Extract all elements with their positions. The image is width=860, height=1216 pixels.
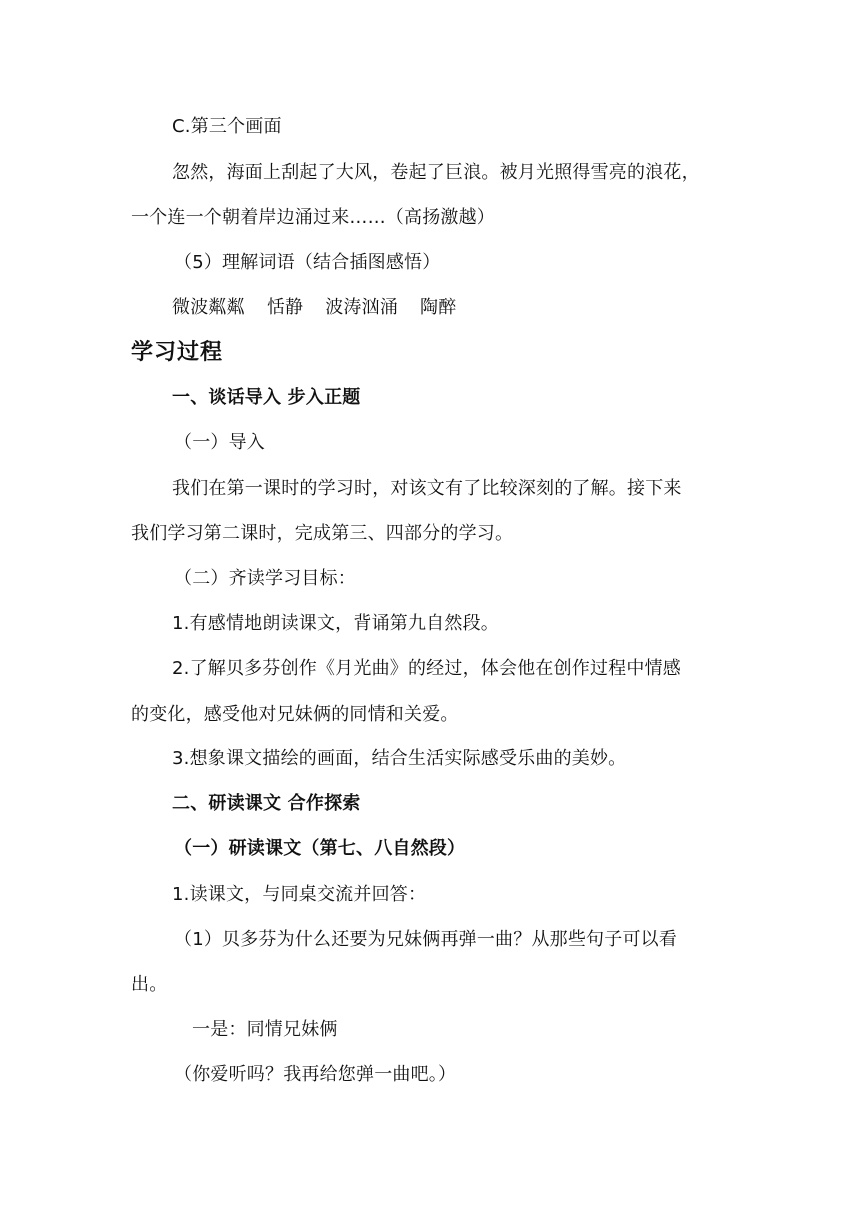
intro-line2: 我们学习第二课时，完成第三、四部分的学习。 — [131, 523, 514, 544]
vocab-words — [172, 296, 772, 320]
goal-2-line1: 2.了解贝多芬创作《月光曲》的经过，体会他在创作过程中情感 — [172, 658, 681, 679]
sub1-title: （一）导入 — [174, 432, 265, 453]
picture-c-desc-line1: 忽然，海面上刮起了大风，卷起了巨浪。被月光照得雪亮的浪花， — [172, 162, 700, 183]
goal-2-line2: 的变化，感受他对兄妹俩的同情和关爱。 — [131, 704, 459, 725]
vocab-title: （5）理解词语（结合插图感悟） — [174, 252, 441, 273]
picture-c-title: C.第三个画面 — [172, 116, 282, 137]
sub3-title: （一）研读课文（第七、八自然段） — [174, 838, 466, 859]
goal-3: 3.想象课文描绘的画面，结合生活实际感受乐曲的美妙。 — [172, 748, 627, 769]
vocab-word: 波涛汹涌 — [325, 297, 399, 318]
vocab-word: 微波粼粼 — [172, 297, 245, 318]
answer-1: 一是：同情兄妹俩 — [192, 1019, 338, 1040]
quote-1: （你爱听吗？我再给您弹一曲吧。） — [174, 1064, 457, 1085]
goal-1: 1.有感情地朗读课文，背诵第九自然段。 — [172, 613, 499, 634]
question1-line2: 出。 — [131, 974, 168, 995]
intro-line1: 我们在第一课时的学习时，对该文有了比较深刻的了解。接下来 — [172, 478, 682, 499]
picture-c-desc-line2: 一个连一个朝着岸边涌过来……（高扬激越） — [131, 207, 495, 228]
section1-title: 一、谈话导入 步入正题 — [172, 387, 361, 408]
question1-line1: （1）贝多芬为什么还要为兄妹俩再弹一曲？从那些句子可以看 — [174, 929, 678, 950]
process-heading: 学习过程 — [131, 340, 224, 365]
section2-title: 二、研读课文 合作探索 — [172, 793, 361, 814]
task-1: 1.读课文，与同桌交流并回答： — [172, 884, 427, 905]
sub2-title: （二）齐读学习目标： — [174, 568, 356, 589]
vocab-word: 恬静 — [266, 297, 304, 318]
vocab-word: 陶醉 — [420, 297, 457, 318]
